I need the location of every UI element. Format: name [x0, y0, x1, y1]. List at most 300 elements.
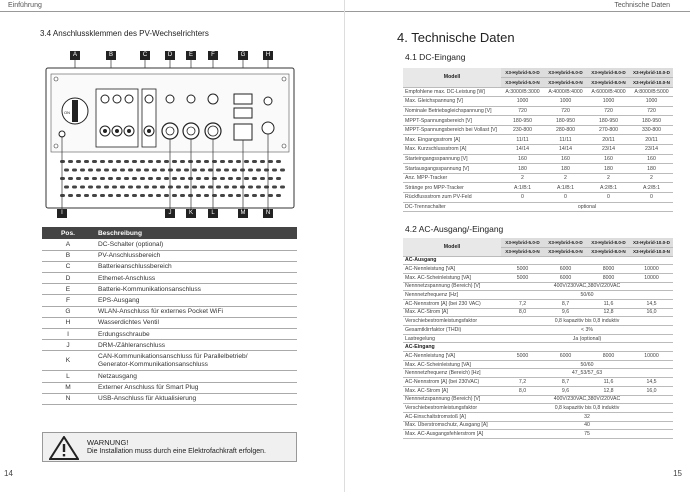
vent-slot [236, 194, 241, 197]
row-label: Rückflussstrom zum PV-Feld [403, 193, 501, 203]
row-value: 0 [501, 193, 544, 203]
vent-slot [156, 177, 161, 180]
left-running-header: Einführung [0, 0, 344, 12]
svg-text:ON: ON [64, 110, 70, 115]
row-label: Nennnetzspannung (Bereich) [V] [403, 282, 501, 291]
vent-slot [104, 186, 109, 189]
vent-slot [100, 160, 105, 163]
vent-slot [200, 186, 205, 189]
row-value: 8000 [587, 273, 630, 282]
row-value: 0,8 kapazitiv bis 0,8 induktiv [501, 404, 673, 413]
vent-slot [144, 169, 149, 172]
row-value: A:8000/B:5000 [630, 87, 673, 97]
vent-slot [216, 169, 221, 172]
table-row [42, 351, 297, 371]
vent-slot [172, 194, 177, 197]
table-row [42, 329, 297, 340]
row-value: 5000 [501, 273, 544, 282]
table-row [42, 340, 297, 351]
warning-triangle-icon [49, 436, 79, 460]
row-value: 11/11 [501, 135, 544, 145]
row-pos: F [42, 295, 94, 306]
table-row [403, 369, 673, 378]
row-value: A:6000/B:4000 [587, 87, 630, 97]
row-value: A:3000/B:3000 [501, 87, 544, 97]
table-row [42, 295, 297, 306]
dc-model-label: Modell [403, 68, 501, 87]
vent-slot [72, 169, 77, 172]
dc-model: X3-Hybrid-10.0-D [630, 68, 673, 78]
row-value: 14/14 [501, 145, 544, 155]
row-label: DC-Trennschalter [403, 202, 501, 212]
vent-slot [232, 169, 237, 172]
row-value: A:4000/B:4000 [544, 87, 587, 97]
table-row [403, 282, 673, 291]
vent-slot [108, 160, 113, 163]
table-row [403, 334, 673, 343]
vent-slot [112, 186, 117, 189]
vent-slot [236, 177, 241, 180]
row-value: 180-950 [544, 116, 587, 126]
row-label: Max. AC-Ausgangsfehlerstrom [A] [403, 430, 501, 439]
vent-slot [280, 169, 285, 172]
row-desc: Externer Anschluss für Smart Plug [94, 382, 297, 393]
row-label: AC-Nennleistung [VA] [403, 352, 501, 361]
row-pos: M [42, 382, 94, 393]
vent-slot [116, 194, 121, 197]
inverter-drawing [38, 46, 296, 221]
row-value: 10000 [630, 265, 673, 274]
row-label: Stränge pro MPP-Tracker [403, 183, 501, 193]
row-label: Empfohlene max. DC-Leistung [W] [403, 87, 501, 97]
row-label: MPPT-Spannungsbereich [V] [403, 116, 501, 126]
vent-slot [112, 169, 117, 172]
label-a: A [70, 51, 80, 60]
inverter-terminal-diagram [38, 46, 296, 221]
vent-slot [104, 169, 109, 172]
vent-slot [196, 194, 201, 197]
label-b: B [106, 51, 116, 60]
table-row [42, 284, 297, 295]
row-pos: J [42, 340, 94, 351]
table-row [403, 395, 673, 404]
vent-slot [224, 186, 229, 189]
row-label: Max. AC-Strom [A] [403, 386, 501, 395]
vent-slot [248, 186, 253, 189]
table-row [42, 306, 297, 317]
vent-slot [256, 169, 261, 172]
row-value: 1000 [630, 97, 673, 107]
row-value: 16,0 [630, 386, 673, 395]
row-pos: I [42, 329, 94, 340]
row-label: Max. AC-Scheinleistung [VA] [403, 360, 501, 369]
vent-slot [144, 186, 149, 189]
table-row [403, 404, 673, 413]
vent-slot [72, 186, 77, 189]
ac-model: X3-Hybrid-6.0-D [544, 238, 587, 247]
vent-slot [124, 177, 129, 180]
vent-slot [76, 194, 81, 197]
row-value: 180 [630, 164, 673, 174]
row-value: 12,8 [587, 308, 630, 317]
label-j: J [165, 209, 175, 218]
row-value: 180-950 [630, 116, 673, 126]
table-row [403, 378, 673, 387]
vent-slot [260, 160, 265, 163]
vent-slot [140, 194, 145, 197]
table-row [403, 125, 673, 135]
row-value: 7,2 [501, 299, 544, 308]
row-value: 20/11 [630, 135, 673, 145]
row-desc: Erdungsschraube [94, 329, 297, 340]
table-row [403, 352, 673, 361]
row-value: 180 [587, 164, 630, 174]
vent-slot [124, 160, 129, 163]
vent-slot [216, 186, 221, 189]
row-value: 1000 [587, 97, 630, 107]
row-pos: K [42, 351, 94, 371]
row-desc: Batterie-Kommunikationsanschluss [94, 284, 297, 295]
ac-model: X3-Hybrid-8.0-D [587, 238, 630, 247]
vent-slot [172, 160, 177, 163]
ac-model: X3-Hybrid-6.0-N [544, 247, 587, 256]
vent-slot [228, 160, 233, 163]
vent-slot [68, 194, 73, 197]
vent-slot [276, 194, 281, 197]
row-label: AC-Einschaltstromstoß [A] [403, 412, 501, 421]
vent-slot [260, 177, 265, 180]
table-row [42, 250, 297, 261]
row-value: 160 [501, 154, 544, 164]
ac-model: X3-Hybrid-5.0-D [501, 238, 544, 247]
vent-slot [272, 186, 277, 189]
table-row [403, 421, 673, 430]
row-value: 50/60 [501, 360, 673, 369]
table-row [42, 261, 297, 272]
row-value: 40 [501, 421, 673, 430]
ac-model: X3-Hybrid-5.0-N [501, 247, 544, 256]
row-value: 8000 [587, 265, 630, 274]
vent-slot [156, 160, 161, 163]
row-value: A:1/B:1 [544, 183, 587, 193]
row-label: AC-Nennstrom [A] (bei 230 VAC) [403, 299, 501, 308]
row-value: 9,6 [544, 386, 587, 395]
row-label: Max. Gleichspannung [V] [403, 97, 501, 107]
row-value: 0 [630, 193, 673, 203]
row-label: AC-Nennleistung [VA] [403, 265, 501, 274]
label-h: H [263, 51, 273, 60]
dc-model: X3-Hybrid-8.0-D [587, 68, 630, 78]
row-value: 0 [544, 193, 587, 203]
vent-slot [188, 177, 193, 180]
vent-slot [68, 177, 73, 180]
row-desc: Ethernet-Anschluss [94, 273, 297, 284]
vent-slot [240, 169, 245, 172]
row-value: 5000 [501, 352, 544, 361]
table-row [403, 173, 673, 183]
row-value: 160 [630, 154, 673, 164]
row-value: 160 [587, 154, 630, 164]
vent-slot [140, 177, 145, 180]
vent-slot [116, 160, 121, 163]
row-desc: DRM-/Zähleranschluss [94, 340, 297, 351]
group-label: AC-Eingang [403, 343, 673, 352]
table-row [403, 116, 673, 126]
vent-slot [240, 186, 245, 189]
row-value: 6000 [544, 265, 587, 274]
vent-slot [260, 194, 265, 197]
vent-slot [252, 160, 257, 163]
vent-slot [76, 177, 81, 180]
row-value: 47_53/57_63 [501, 369, 673, 378]
row-pos: L [42, 371, 94, 382]
row-value: 14,5 [630, 378, 673, 387]
vent-slot [116, 177, 121, 180]
row-label: Starteingangsspannung [V] [403, 154, 501, 164]
row-value: 8,7 [544, 299, 587, 308]
col-pos: Pos. [42, 227, 94, 239]
label-m: M [238, 209, 248, 218]
row-value: 180 [501, 164, 544, 174]
vent-slot [176, 186, 181, 189]
table-row [403, 193, 673, 203]
table-row [403, 87, 673, 97]
row-value: 8000 [587, 352, 630, 361]
table-row [403, 97, 673, 107]
vent-slot [196, 160, 201, 163]
vent-slot [84, 177, 89, 180]
vent-slot [192, 186, 197, 189]
vent-slot [196, 177, 201, 180]
dc-model: X3-Hybrid-8.0-N [587, 78, 630, 88]
vent-slot [220, 177, 225, 180]
row-label: Max. Kurzschlussstrom [A] [403, 145, 501, 155]
vent-slot [108, 177, 113, 180]
row-pos: A [42, 239, 94, 250]
vent-slot [92, 160, 97, 163]
vent-slot [232, 186, 237, 189]
vent-slot [220, 194, 225, 197]
table-row [403, 183, 673, 193]
table-row [403, 164, 673, 174]
ac-model: X3-Hybrid-10.0-N [630, 247, 673, 256]
row-value: 6000 [544, 352, 587, 361]
row-value: 180-950 [501, 116, 544, 126]
vent-slot [140, 160, 145, 163]
vent-slot [220, 160, 225, 163]
row-value: 2 [587, 173, 630, 183]
vent-slot [132, 160, 137, 163]
vent-slot [100, 177, 105, 180]
warning-text: Die Installation muss durch eine Elektrofachkraft erfolgen. [87, 448, 266, 455]
ac-model-label: Modell [403, 238, 501, 256]
dc-model: X3-Hybrid-10.0-N [630, 78, 673, 88]
vent-slot [276, 177, 281, 180]
table-row [42, 371, 297, 382]
row-value: 230-800 [501, 125, 544, 135]
table-row [403, 154, 673, 164]
row-label: Max. Überstromschutz, Ausgang [A] [403, 421, 501, 430]
table-row [403, 430, 673, 439]
row-value: A:2/B:1 [630, 183, 673, 193]
vent-slot [268, 160, 273, 163]
group-label: AC-Ausgang [403, 256, 673, 265]
row-value: 330-800 [630, 125, 673, 135]
vent-slot [80, 186, 85, 189]
row-label: Nennnetzfrequenz (Bereich) [Hz] [403, 369, 501, 378]
vent-slot [180, 177, 185, 180]
row-desc: USB-Anschluss für Aktualisierung [94, 393, 297, 404]
row-desc: WLAN-Anschluss für externes Pocket WiFi [94, 306, 297, 317]
dc-model: X3-Hybrid-6.0-D [544, 68, 587, 78]
row-value: optional [501, 202, 673, 212]
table-header-row [42, 227, 297, 239]
row-desc: EPS-Ausgang [94, 295, 297, 306]
vent-slot [180, 160, 185, 163]
ac-table [403, 238, 673, 439]
table-row [403, 299, 673, 308]
vent-slot [252, 194, 257, 197]
label-l: L [208, 209, 218, 218]
row-value: 0,8 kapazitiv bis 0,8 induktiv [501, 317, 673, 326]
vent-slot [184, 169, 189, 172]
vent-slot [228, 194, 233, 197]
row-label: Verschiebestromleistungsfaktor [403, 404, 501, 413]
vent-slot [92, 177, 97, 180]
row-value: 0 [587, 193, 630, 203]
table-row [42, 382, 297, 393]
vent-slot [156, 194, 161, 197]
vent-slot [64, 169, 69, 172]
vent-slot [148, 177, 153, 180]
vent-slot [280, 186, 285, 189]
row-value: 14/14 [544, 145, 587, 155]
col-desc: Beschreibung [94, 227, 297, 239]
row-desc-line2: Generator-Kommunikationsanschluss [98, 360, 208, 368]
row-label: Lastregelung [403, 334, 501, 343]
vent-slot [124, 194, 129, 197]
row-value: 16,0 [630, 308, 673, 317]
row-value: 10000 [630, 273, 673, 282]
row-value: 8,0 [501, 386, 544, 395]
vent-slot [172, 177, 177, 180]
row-value: 23/14 [630, 145, 673, 155]
row-value: A:1/B:1 [501, 183, 544, 193]
table-row [403, 360, 673, 369]
dc-input-table [403, 68, 673, 212]
vent-slot [228, 177, 233, 180]
ac-model: X3-Hybrid-8.0-N [587, 247, 630, 256]
vent-slot [64, 186, 69, 189]
vent-slot [200, 169, 205, 172]
row-label: Gesamtklirrfaktor (THDi) [403, 326, 501, 335]
row-pos: H [42, 317, 94, 328]
vent-slot [184, 186, 189, 189]
row-desc [94, 351, 297, 371]
row-desc: PV-Anschlussbereich [94, 250, 297, 261]
vent-slot [60, 177, 65, 180]
vent-slot [204, 194, 209, 197]
vent-slot [148, 194, 153, 197]
label-d: D [165, 51, 175, 60]
row-value: Ja (optional) [501, 334, 673, 343]
vent-slot [188, 194, 193, 197]
vent-slot [152, 169, 157, 172]
row-value: 75 [501, 430, 673, 439]
vent-slot [60, 160, 65, 163]
table-row [403, 106, 673, 116]
row-pos: B [42, 250, 94, 261]
vent-slot [120, 186, 125, 189]
row-value: 2 [501, 173, 544, 183]
row-value: 2 [544, 173, 587, 183]
row-label: Anz. MPP-Tracker [403, 173, 501, 183]
row-value: 160 [544, 154, 587, 164]
label-c: C [140, 51, 150, 60]
vent-slot [128, 186, 133, 189]
row-value: A:2/B:1 [587, 183, 630, 193]
group-row [403, 343, 673, 352]
row-label: AC-Nennstrom [A] (bei 230VAC) [403, 378, 501, 387]
dc-model-row-1 [403, 68, 673, 78]
row-value: 10000 [630, 352, 673, 361]
vent-slot [168, 169, 173, 172]
vent-slot [164, 194, 169, 197]
vent-slot [244, 160, 249, 163]
vent-slot [76, 160, 81, 163]
row-label: Startausgangsspannung [V] [403, 164, 501, 174]
label-i: I [57, 209, 67, 218]
row-value: < 3% [501, 326, 673, 335]
dc-section-title: 4.1 DC-Eingang [405, 52, 466, 62]
row-value: 8,7 [544, 378, 587, 387]
vent-slot [92, 194, 97, 197]
row-value: 9,6 [544, 308, 587, 317]
row-value: 6000 [544, 273, 587, 282]
row-value: 180 [544, 164, 587, 174]
vent-slot [236, 160, 241, 163]
row-label: Nennnetzspannung (Bereich) [V] [403, 395, 501, 404]
row-value: 11/11 [544, 135, 587, 145]
vent-slot [100, 194, 105, 197]
vent-slot [136, 169, 141, 172]
chapter-title: 4. Technische Daten [397, 30, 515, 45]
vent-slot [148, 160, 153, 163]
row-label: Max. AC-Scheinleistung [VA] [403, 273, 501, 282]
vent-slot [164, 160, 169, 163]
dc-model: X3-Hybrid-6.0-N [544, 78, 587, 88]
vent-slot [80, 169, 85, 172]
warning-title: WARNUNG! [87, 438, 129, 447]
row-value: 23/14 [587, 145, 630, 155]
table-row [42, 239, 297, 250]
table-row [403, 145, 673, 155]
table-row [42, 317, 297, 328]
row-value: 400V/230VAC,380V/220VAC [501, 282, 673, 291]
vent-slot [208, 186, 213, 189]
warning-box [42, 432, 297, 462]
vent-slot [248, 169, 253, 172]
dc-model: X3-Hybrid-5.0-D [501, 68, 544, 78]
vent-slot [244, 177, 249, 180]
vent-slot [204, 160, 209, 163]
row-value: 12,8 [587, 386, 630, 395]
row-value: 400V/230VAC,380V/220VAC [501, 395, 673, 404]
vent-slot [188, 160, 193, 163]
row-value: 20/11 [587, 135, 630, 145]
label-g: G [238, 51, 248, 60]
table-row [403, 326, 673, 335]
